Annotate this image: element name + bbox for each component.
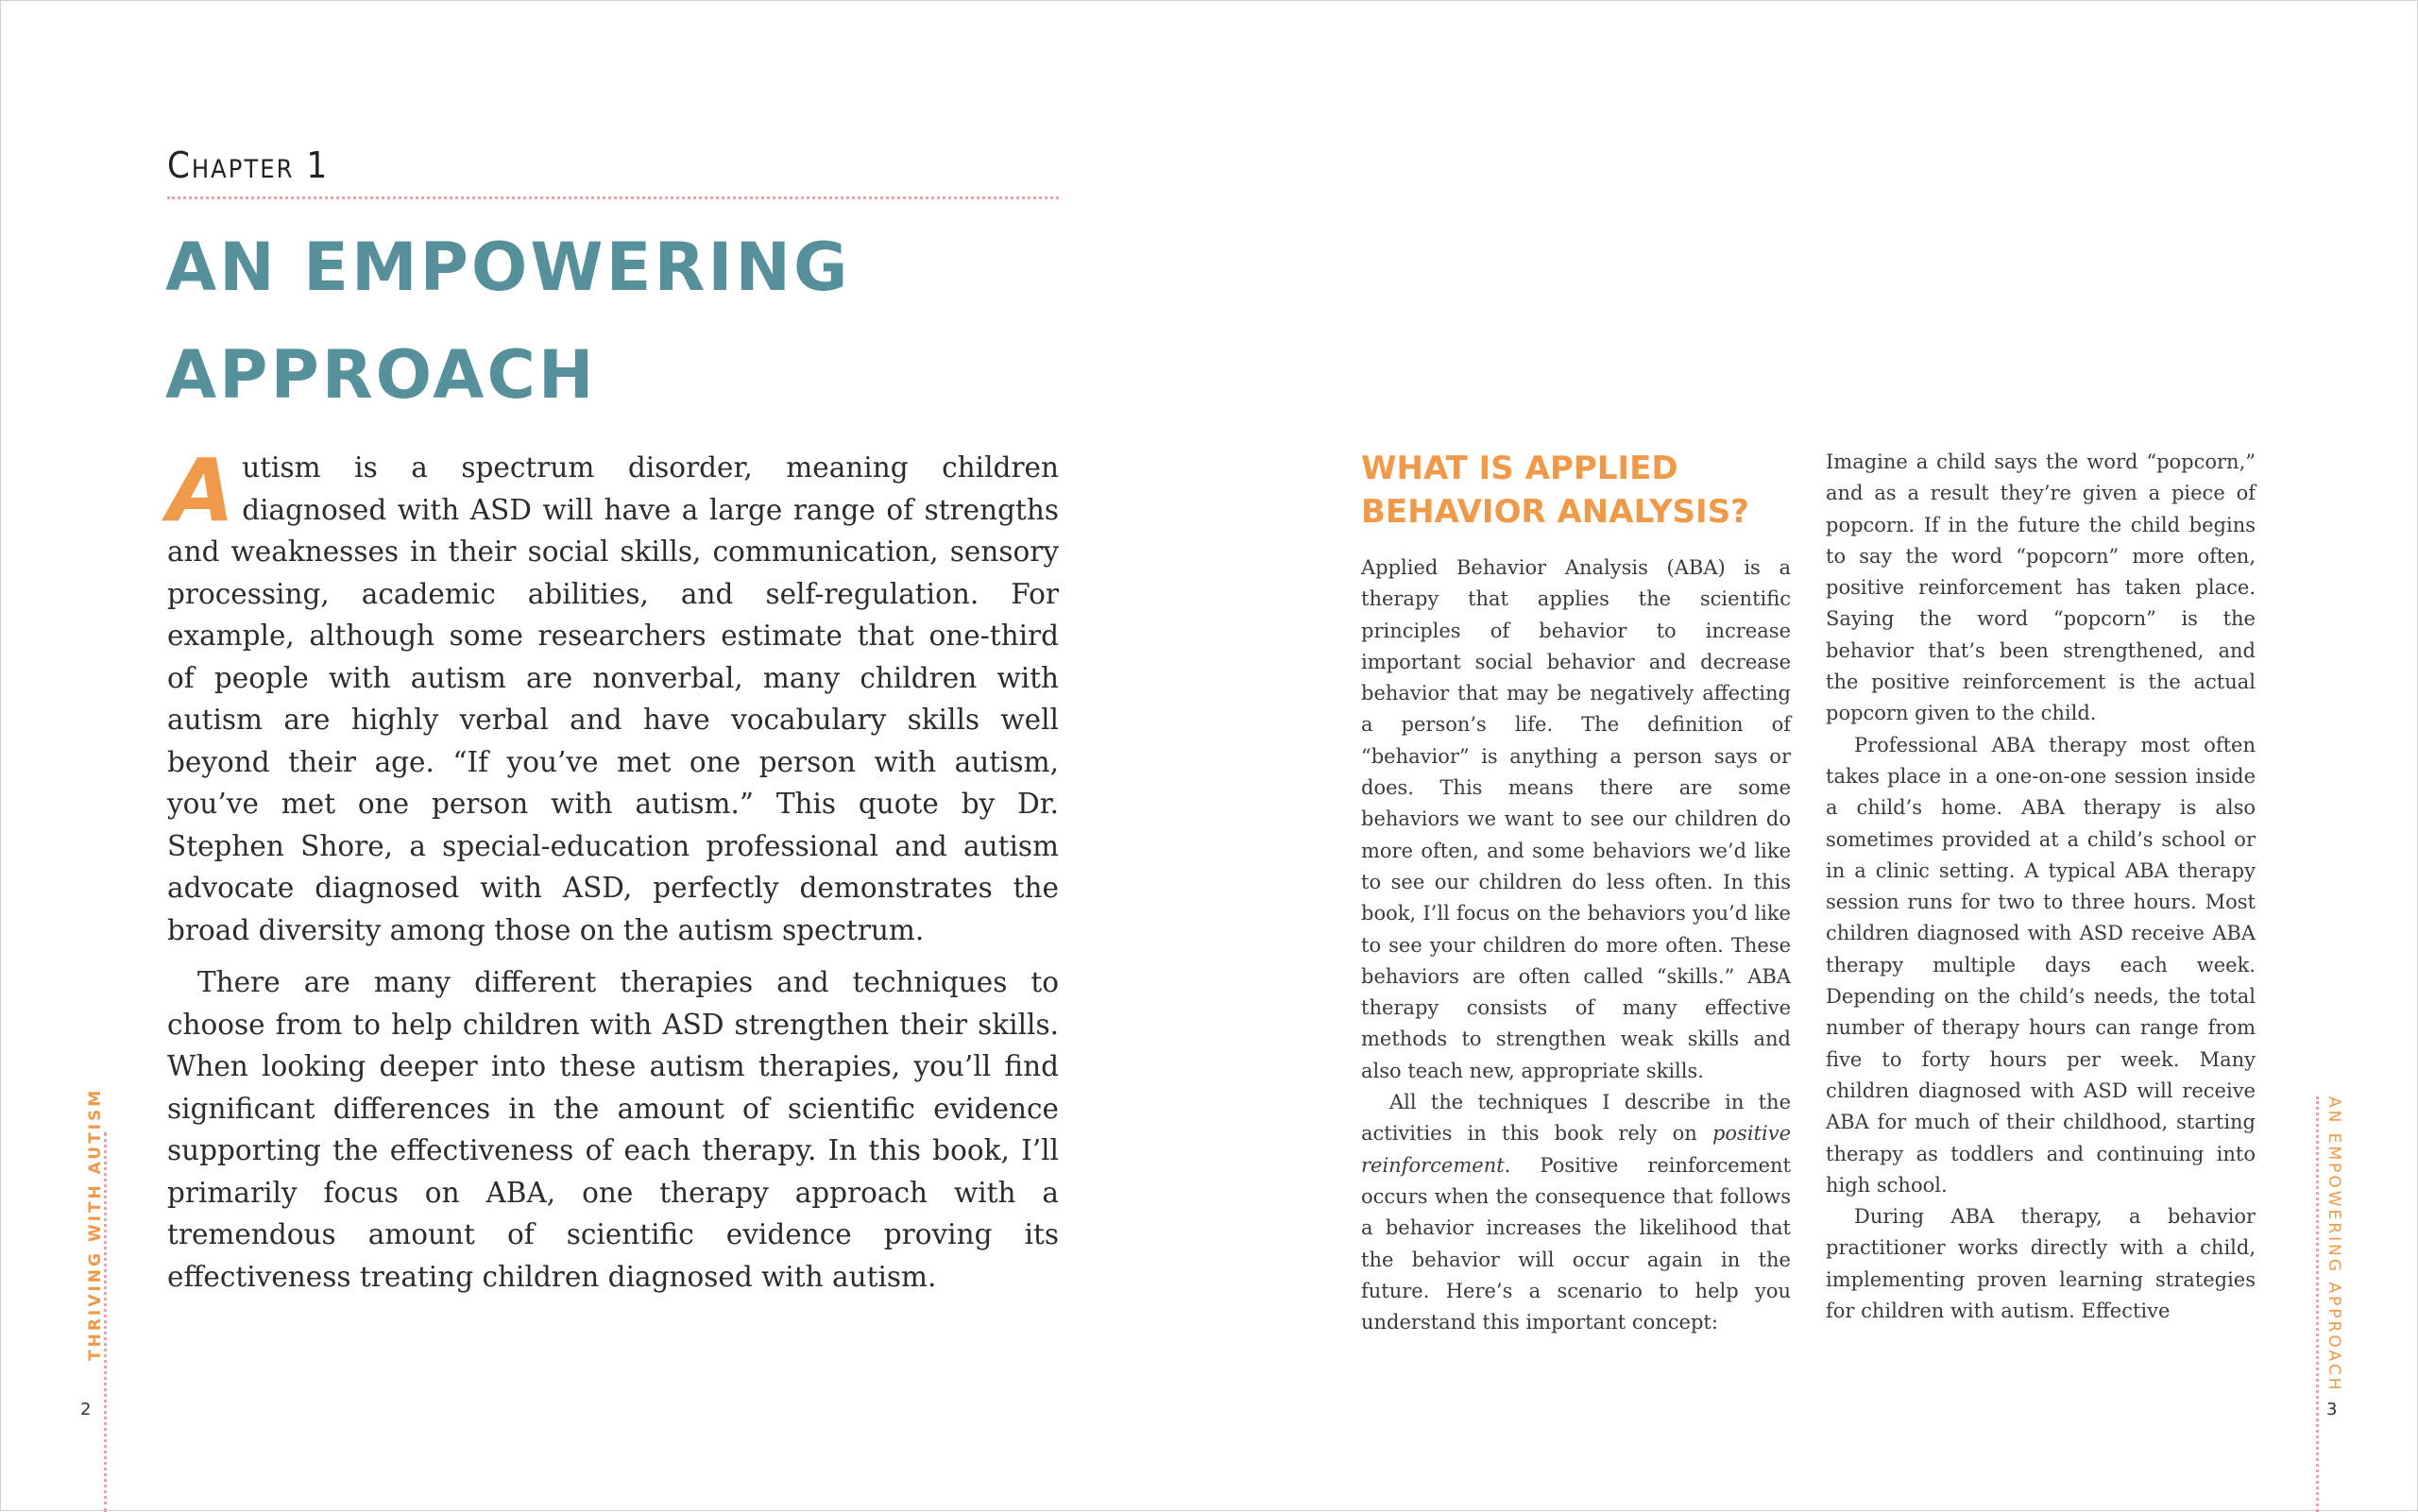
body-paragraph-1 [167, 440, 1059, 951]
chapter-title-line1: AN EMPOWERING [165, 229, 851, 306]
running-head-left: THRIVING WITH AUTISM [86, 1087, 105, 1361]
left-page [1, 1, 1210, 1512]
chapter-title [165, 213, 1110, 429]
chapter-body [167, 440, 1059, 1308]
column-left-paragraph-2 [1361, 1087, 1791, 1338]
chapter-title-line2: APPROACH [165, 336, 597, 414]
column-right-paragraph-1: Imagine a child says the word “popcorn,” and as a result they’re given a piece of popcorn. If in the future the child begins to say the word “popcorn” more often, positive reinforcement has taken place. Saying the word “popcorn” is the behavior that’s been strengthened, and the positive reinforcement is the actual popcorn given to the child. [1826, 450, 2256, 725]
column-left-paragraph-2-start: All the techniques I describe in the activities in this book rely on [1361, 1091, 1791, 1146]
column-left-paragraph-2-end: Positive reinforcement occurs when the consequence that follows a behavior increases the likelihood that the behavior will occur again in the future. Here’s a scenario to help you understand this important concept: [1361, 1153, 1791, 1334]
page-number-right: 3 [2326, 1400, 2338, 1419]
column-left-paragraph-1: Applied Behavior Analysis (ABA) is a therapy that applies the scientific principles of behavior to increase important social behavior and decrease behavior that may be negatively affecting a person’s life. The definition of “behavior” is anything a person says or does. This means there are some behaviors we want to see our children do more often, and some behaviors we’d like to see our children do less often. In this book, I’ll focus on the behaviors you’d like to see your children do more often. These behaviors are often called “skills.” ABA therapy consists of many effective methods to strengthen weak skills and also teach new, appropriate skills. [1361, 556, 1791, 1082]
chapter-dotted-rule [167, 196, 1059, 199]
section-heading: WHAT IS APPLIED BEHAVIOR ANALYSIS? [1361, 450, 1749, 531]
right-page [1210, 1, 2418, 1512]
body-paragraph-1-text: utism is a spectrum disorder, meaning children diagnosed with ASD will have a large range of strengths and weaknesses in their social skills, communication, sensory processing, academic abilities, and self-regulation. For example, although some researchers estimate that one-third of people with autism are nonverbal, many children with autism are highly verbal and have vocabulary skills well beyond their age. “If you’ve met one person with autism, you’ve met one person with autism.” This quote by Dr. Stephen Shore, a special-education professional and autism advocate diagnosed with ASD, perfectly demonstrates the broad diversity among those on the autism spectrum. [167, 451, 1059, 946]
column-right-paragraph-3: During ABA therapy, a behavior practitioner works directly with a child, implementing proven learning strategies for children with autism. Effective [1826, 1205, 2256, 1323]
column-right [1826, 447, 2256, 1327]
drop-cap: A [167, 440, 235, 541]
emphasis-positive-reinforcement: positive reinforcement. [1361, 1122, 1791, 1177]
chapter-label: Chapter 1 [167, 144, 330, 186]
right-margin-dotted-rule [2316, 1096, 2319, 1512]
body-paragraph-2: There are many different therapies and techniques to choose from to help children with ASD strengthen their skills. When looking deeper into these autism therapies, you’ll find significant differences in the amount of scientific evidence supporting the effectiveness of each therapy. In this book, I’ll primarily focus on ABA, one therapy approach with a tremendous amount of scientific evidence proving its effectiveness treating children diagnosed with autism. [167, 966, 1059, 1293]
column-right-paragraph-2: Professional ABA therapy most often takes place in a one-on-one session inside a child’s home. ABA therapy is also sometimes provided at a child’s school or in a clinic setting. A typical ABA therapy session runs for two to three hours. Most children diagnosed with ASD receive ABA therapy multiple days each week. Depending on the child’s needs, the total number of therapy hours can range from five to forty hours per week. Many children diagnosed with ASD will receive ABA for much of their childhood, starting therapy as toddlers and continuing into high school. [1826, 733, 2256, 1197]
column-left [1361, 447, 1791, 1338]
running-head-right: AN EMPOWERING APPROACH [2324, 1096, 2343, 1393]
page-number-left: 2 [80, 1400, 92, 1419]
